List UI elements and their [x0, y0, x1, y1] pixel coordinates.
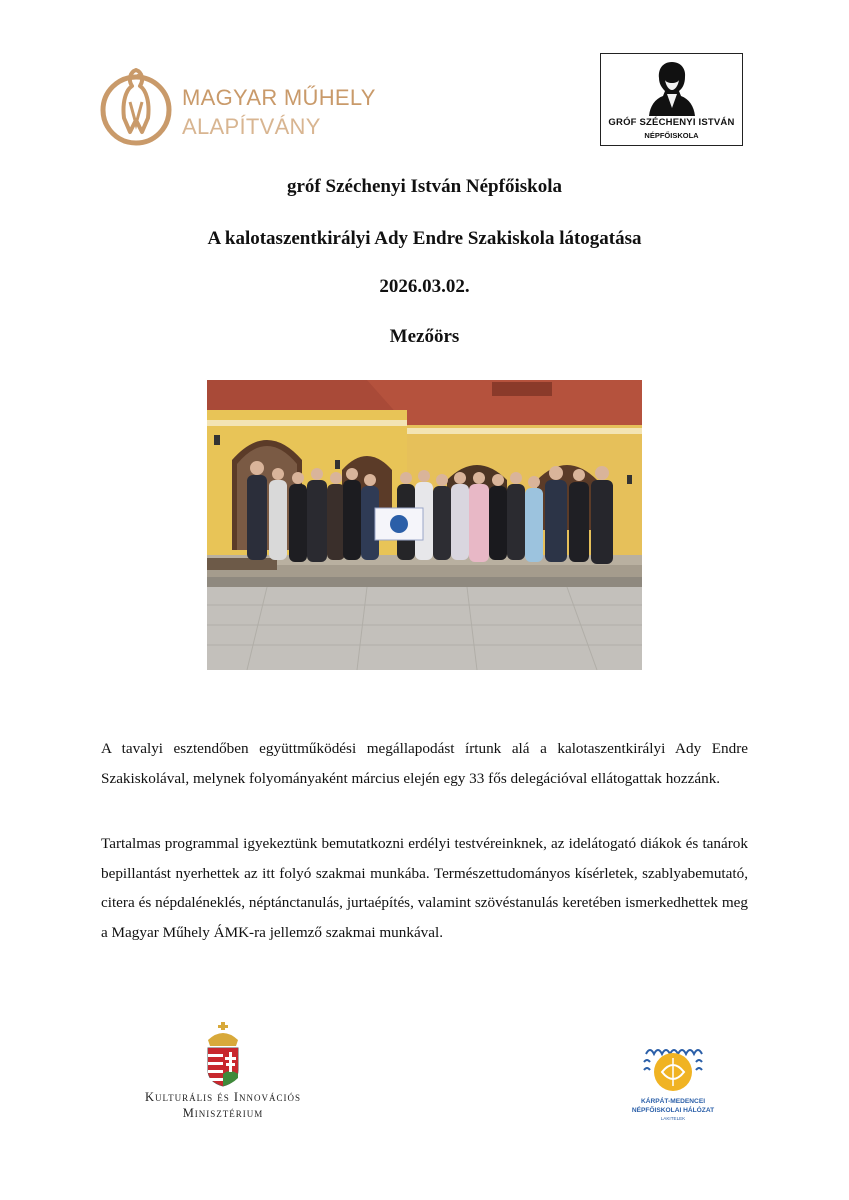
ministry-name-line2: Minisztérium — [182, 1106, 264, 1120]
network-emblem-icon — [640, 1036, 706, 1096]
network-name-line1: KÁRPÁT-MEDENCEI — [640, 1098, 706, 1105]
karpat-medencei-halozat-logo — [618, 1036, 728, 1126]
event-place: Mezőörs — [389, 326, 460, 347]
bird-emblem-icon — [100, 62, 172, 152]
logo-text-line1: GRÓF SZÉCHENYI ISTVÁN — [608, 117, 735, 128]
group-photo — [207, 380, 642, 670]
ministry-logo — [128, 1022, 318, 1122]
logo-text-line2: ALAPÍTVÁNY — [182, 114, 321, 139]
hungarian-coat-of-arms-icon — [198, 1022, 248, 1088]
paragraph-program: Tartalmas programmal igyekeztünk bemutatkozni erdélyi testvéreinknek, az idelátogató diákok és tanárok bepillantást nyerhettek az itt folyó szakmai munkába. Természettudományos kísérletek, szablyabemutató, citera és népdaléneklés, néptánctanulás, jurtaépítés, valamint szövéstanulás keretében ismerkedhettek meg a Magyar Műhely ÁMK-ra jellemző szakmai munkával. — [101, 835, 748, 941]
logo-text-line1: MAGYAR MŰHELY — [182, 85, 376, 110]
logo-text-line2: NÉPFŐISKOLA — [644, 131, 699, 140]
event-date: 2026.03.02. — [379, 276, 470, 297]
magyar-muhely-logo — [100, 62, 390, 157]
paragraph-cooperation: A tavalyi esztendőben együttműködési megállapodást írtunk alá a kalotaszentkirályi Ady Endre Szakiskolával, melynek folyományaként március elején egy 33 fős delegációval ellátogattak hozzánk. — [101, 740, 748, 787]
ministry-name-line1: Kulturális és Innovációs — [144, 1090, 302, 1104]
network-name-line2: NÉPFŐISKOLAI HÁLÓZAT — [631, 1107, 715, 1114]
portrait-silhouette-icon — [647, 58, 697, 116]
event-title: A kalotaszentkirályi Ady Endre Szakiskola látogatása — [207, 228, 642, 249]
szechenyi-nepfoiskola-logo — [600, 53, 743, 146]
institution-title: gróf Széchenyi István Népfőiskola — [287, 176, 562, 197]
network-location: LAKITELEK — [660, 1116, 686, 1121]
